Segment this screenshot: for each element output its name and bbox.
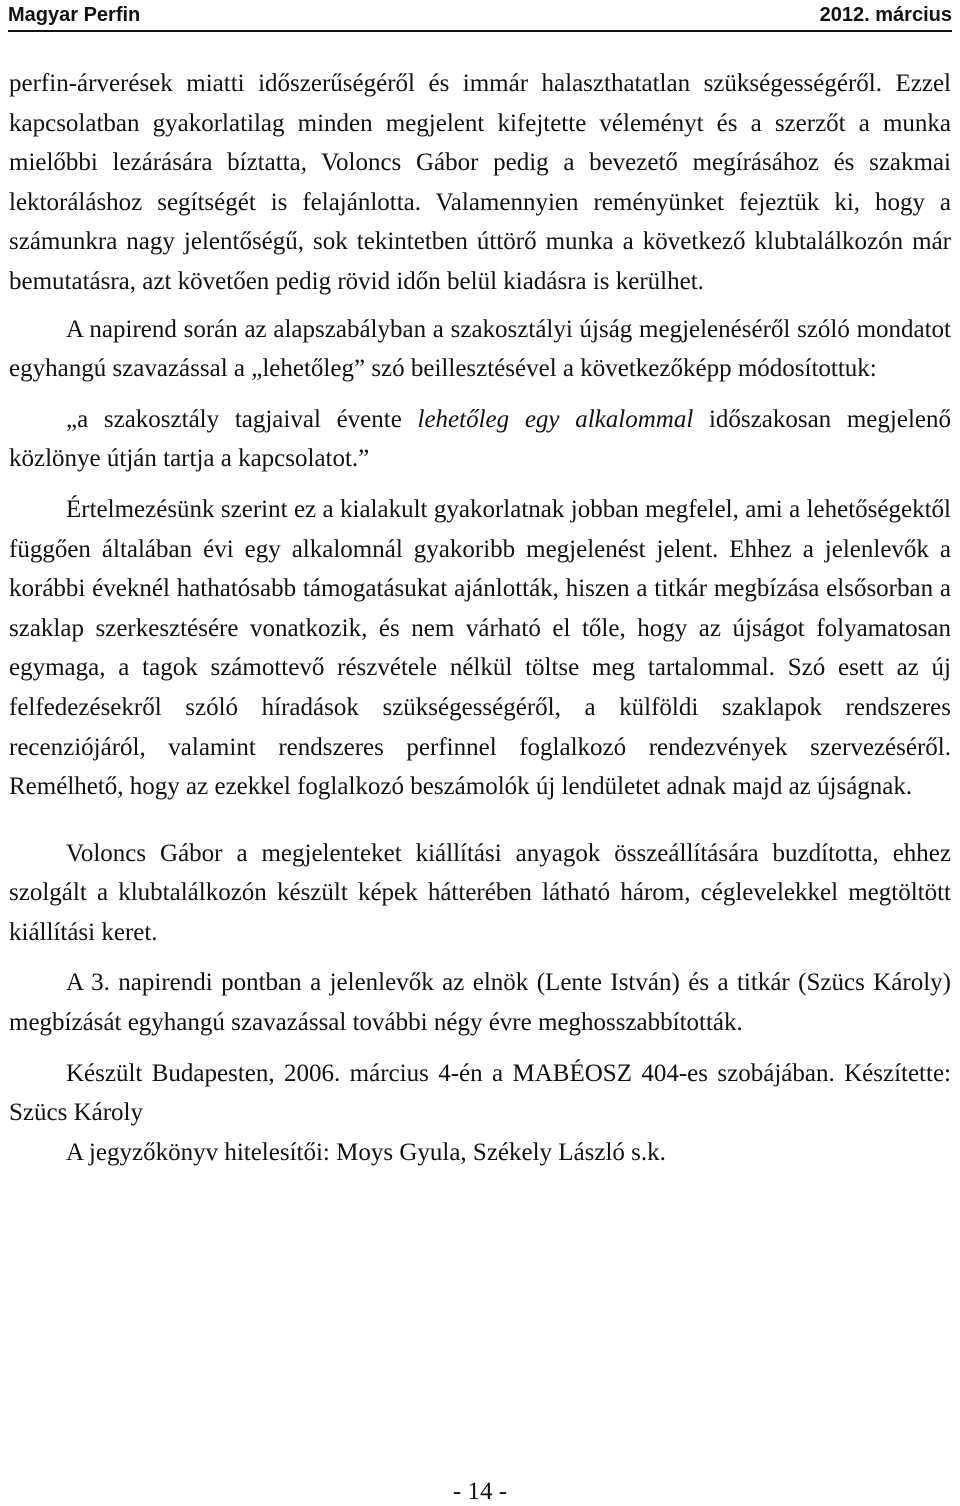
paragraph-prepared-by: Készült Budapesten, 2006. március 4-én a MABÉOSZ 404-es szobájában. Készítette: Szücs Károly xyxy=(9,1059,951,1127)
quote-italic-text: lehetőleg egy alkalommal xyxy=(417,405,694,433)
paragraph-continuation: perfin-árverések miatti időszerűségéről és immár halaszthatatlan szükségességéről. Ezzel kapcsolatban gyakorlatilag minden megjelent kifejtette véleményt és a szerzőt a munka mielőbbi lezárására bíztatta, Voloncs Gábor pedig a bevezető megírásához és szakmai lektoráláshoz segítségét is felajánlotta. Valamennyien reményünket fejeztük ki, hogy a számunkra nagy jelentőségű, sok tekintetben úttörő munka a következő klubtalálkozón már bemutatásra, azt követően pedig rövid időn belül kiadásra is kerülhet. xyxy=(9,70,951,295)
paragraph-interpretation: Értelmezésünk szerint ez a kialakult gyakorlatnak jobban megfelel, ami a lehetőségektől függően általában évi egy alkalomnál gyakoribb megjelenést jelent. Ehhez a jelenlevők a korábbi éveknél hathatósabb támogatásukat ajánlották, hiszen a titkár megbízása elsősorban a szaklap szerkesztésére vonatkozik, és nem várható el tőle, hogy az újságot folyamatosan egymaga, a tagok számottevő részvétele nélkül töltse meg tartalommal. Szó esett az új felfedezésekről szóló híradások szükségességéről, a külföldi szaklapok rendszeres recenziójáról, valamint rendszeres perfinnel foglalkozó rendezvények szervezéséről. Remélhető, hogy az ezekkel foglalkozó beszámolók új lendületet adnak majd az újságnak. xyxy=(9,495,951,801)
paragraph-agenda-item-3: A 3. napirendi pontban a jelenlevők az elnök (Lente István) és a titkár (Szücs Károly) megbízását egyhangú szavazással további négy évre meghosszabbították. xyxy=(9,969,951,1037)
paragraph-exhibition: Voloncs Gábor a megjelenteket kiállítási anyagok összeállítására buzdította, ehhez szolgált a klubtalálkozón készült képek hátterében látható három, céglevelekkel megtöltött kiállítási keret. xyxy=(9,839,951,946)
paragraph-agenda-amendment: A napirend során az alapszabályban a szakosztályi újság megjelenéséről szóló mondatot egyhangú szavazással a „lehetőleg” szó beillesztésével a következőképp módosítottuk: xyxy=(9,315,951,383)
page-number: - 14 - xyxy=(452,1478,508,1505)
document-body xyxy=(9,64,951,1172)
paragraph-certifiers: A jegyzőkönyv hitelesítői: Moys Gyula, Székely László s.k. xyxy=(66,1138,666,1166)
header-publication-title: Magyar Perfin xyxy=(8,3,141,26)
header-issue-date: 2012. március xyxy=(819,3,952,26)
page-header xyxy=(8,0,952,32)
quote-bylaw-text xyxy=(9,400,951,479)
quote-text-end: időszakosan megjelenő közlönye útján tartja a kapcsolatot.” xyxy=(9,405,951,473)
quote-text-start: „a szakosztály tagjaival évente xyxy=(66,405,418,433)
